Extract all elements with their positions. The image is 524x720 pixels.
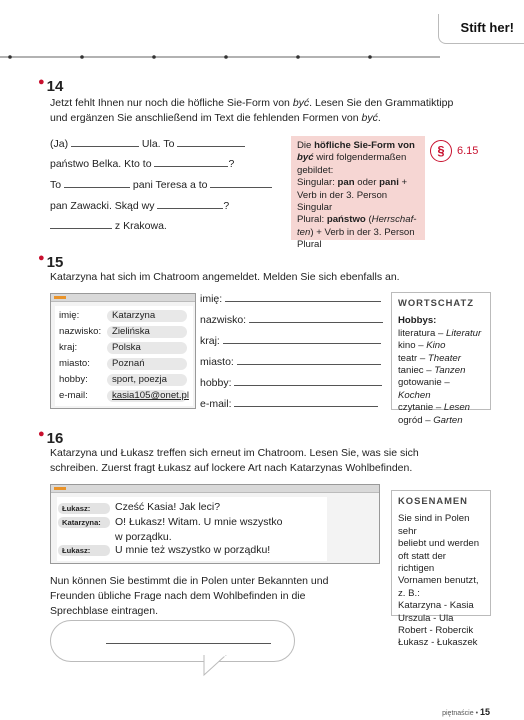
kosenamen-line: Łukasz - Łukaszek (398, 637, 478, 649)
form-input[interactable] (234, 397, 378, 407)
form-input[interactable] (225, 292, 381, 302)
form-row-email: e-mail: (200, 397, 378, 410)
blank-input[interactable] (210, 178, 272, 188)
chapter-tab-label: Stift her! (460, 20, 514, 35)
form-input[interactable] (234, 376, 382, 386)
blank-input[interactable] (157, 199, 223, 209)
chat-message: Cześć Kasia! Jak leci? (115, 501, 221, 513)
kosenamen-line: Vornamen benutzt, (398, 575, 479, 587)
blank-input[interactable] (154, 157, 228, 167)
blank-input[interactable] (71, 137, 139, 147)
grammar-tip-box: Die höfliche Sie-Form von być wird folgendermaßen gebildet: Singular: pan oder pani + Verb in der 3. Person Singular Plural: państwo (Herrschaf-ten) + Verb in der 3. Person Plural (291, 136, 425, 240)
kosenamen-box (391, 490, 491, 649)
grammar-reference: 6.15 (457, 145, 479, 157)
exercise-16-instructions: Katarzyna und Łukasz treffen sich erneut im Chatroom. Lesen Sie, was sie sich schreiben. Zuerst fragt Łukasz auf lockere Art nach Katarzynas Wohlbefinden. (50, 447, 419, 474)
fill-line-5: z Krakowa. (50, 219, 167, 232)
chat-sender: Katarzyna: (58, 517, 110, 528)
exercise-16-number: ● 16 (38, 428, 64, 447)
chat-profile-window (50, 293, 196, 409)
fill-line-3: To pani Teresa a to (50, 178, 272, 191)
vocab-item: teatr – Theater (398, 352, 461, 364)
red-dot-icon: ● (38, 252, 45, 264)
kosenamen-line: beliebt und werden (398, 538, 480, 550)
chat-sender: Łukasz: (58, 503, 110, 514)
fill-line-2: państwo Belka. Kto to ? (50, 158, 235, 170)
kosenamen-line: Robert - Robercik (398, 625, 474, 637)
vocab-item: ogród – Garten (398, 414, 463, 426)
kosenamen-line: Sie sind in Polen sehr (398, 513, 470, 537)
form-row-imie: imię: (200, 292, 381, 305)
kosenamen-heading: KOSENAMEN (398, 495, 468, 506)
paragraph-icon: § (430, 140, 452, 162)
kosenamen-line: Katarzyna - Kasia (398, 600, 474, 612)
wortschatz-subheading: Hobbys: (398, 315, 437, 327)
blank-input[interactable] (64, 178, 130, 188)
speech-bubble-input[interactable] (106, 643, 271, 644)
form-input[interactable] (237, 355, 381, 365)
window-titlebar (51, 294, 195, 302)
speech-bubble-tail (200, 655, 240, 677)
red-dot-icon: ● (38, 76, 45, 88)
form-row-hobby: hobby: (200, 376, 382, 389)
vocab-item: taniec – Tanzen (398, 365, 466, 377)
kosenamen-line: Urszula - Ula (398, 612, 454, 624)
vocab-item: literatura – Literatur (398, 327, 482, 339)
exercise-15-instructions: Katarzyna hat sich im Chatroom angemeldet. Melden Sie sich ebenfalls an. (50, 271, 400, 283)
exercise-14-number: ● 14 (38, 76, 64, 95)
chat-message: U mnie też wszystko w porządku! (115, 544, 271, 556)
fill-line-4: pan Zawacki. Skąd wy ? (50, 200, 230, 212)
exercise-15-number: ● 15 (38, 252, 64, 271)
chat-message: w porządku. (115, 531, 172, 543)
vocab-item: czytanie – Lesen (398, 402, 471, 414)
speech-bubble (50, 620, 295, 662)
form-row-kraj: kraj: (200, 334, 381, 347)
vocab-item: gotowanie – Kochen (398, 377, 450, 401)
page-footer: piętnaście • 15 (442, 707, 490, 717)
blank-input[interactable] (50, 219, 112, 229)
window-titlebar (51, 485, 379, 493)
wortschatz-box (391, 292, 491, 426)
wortschatz-heading: WORTSCHATZ (398, 297, 474, 308)
chat-message: O! Łukasz! Witam. U mnie wszystko (115, 516, 283, 528)
kosenamen-line: oft statt der richtigen (398, 550, 446, 575)
vocab-item: kino – Kino (398, 340, 446, 352)
chat-sender: Łukasz: (58, 545, 110, 556)
form-input[interactable] (223, 334, 381, 344)
blank-input[interactable] (177, 137, 245, 147)
exercise-14-instructions: Jetzt fehlt Ihnen nur noch die höfliche Sie-Form von być. Lesen Sie den Grammatiktipp und ergänzen Sie anschließend im Text die fehlenden Formen von być. (50, 97, 454, 124)
red-dot-icon: ● (38, 428, 45, 440)
form-row-nazwisko: nazwisko: (200, 313, 383, 326)
exercise-16-task-text: Nun können Sie bestimmt die in Polen unter Bekannten und Freunden übliche Frage nach dem Wohlbefinden in die Sprechblase eintragen. (50, 575, 329, 617)
kosenamen-line: z. B.: (398, 587, 420, 599)
fill-line-1: (Ja) Ula. To (50, 137, 245, 150)
form-row-miasto: miasto: (200, 355, 381, 368)
form-input[interactable] (249, 313, 383, 323)
profile-panel: imię: Katarzyna nazwisko: Zielińska kraj: Polska miasto: Poznań hobby: sport, poezja e-mail: kasia105@onet.pl (55, 306, 193, 406)
